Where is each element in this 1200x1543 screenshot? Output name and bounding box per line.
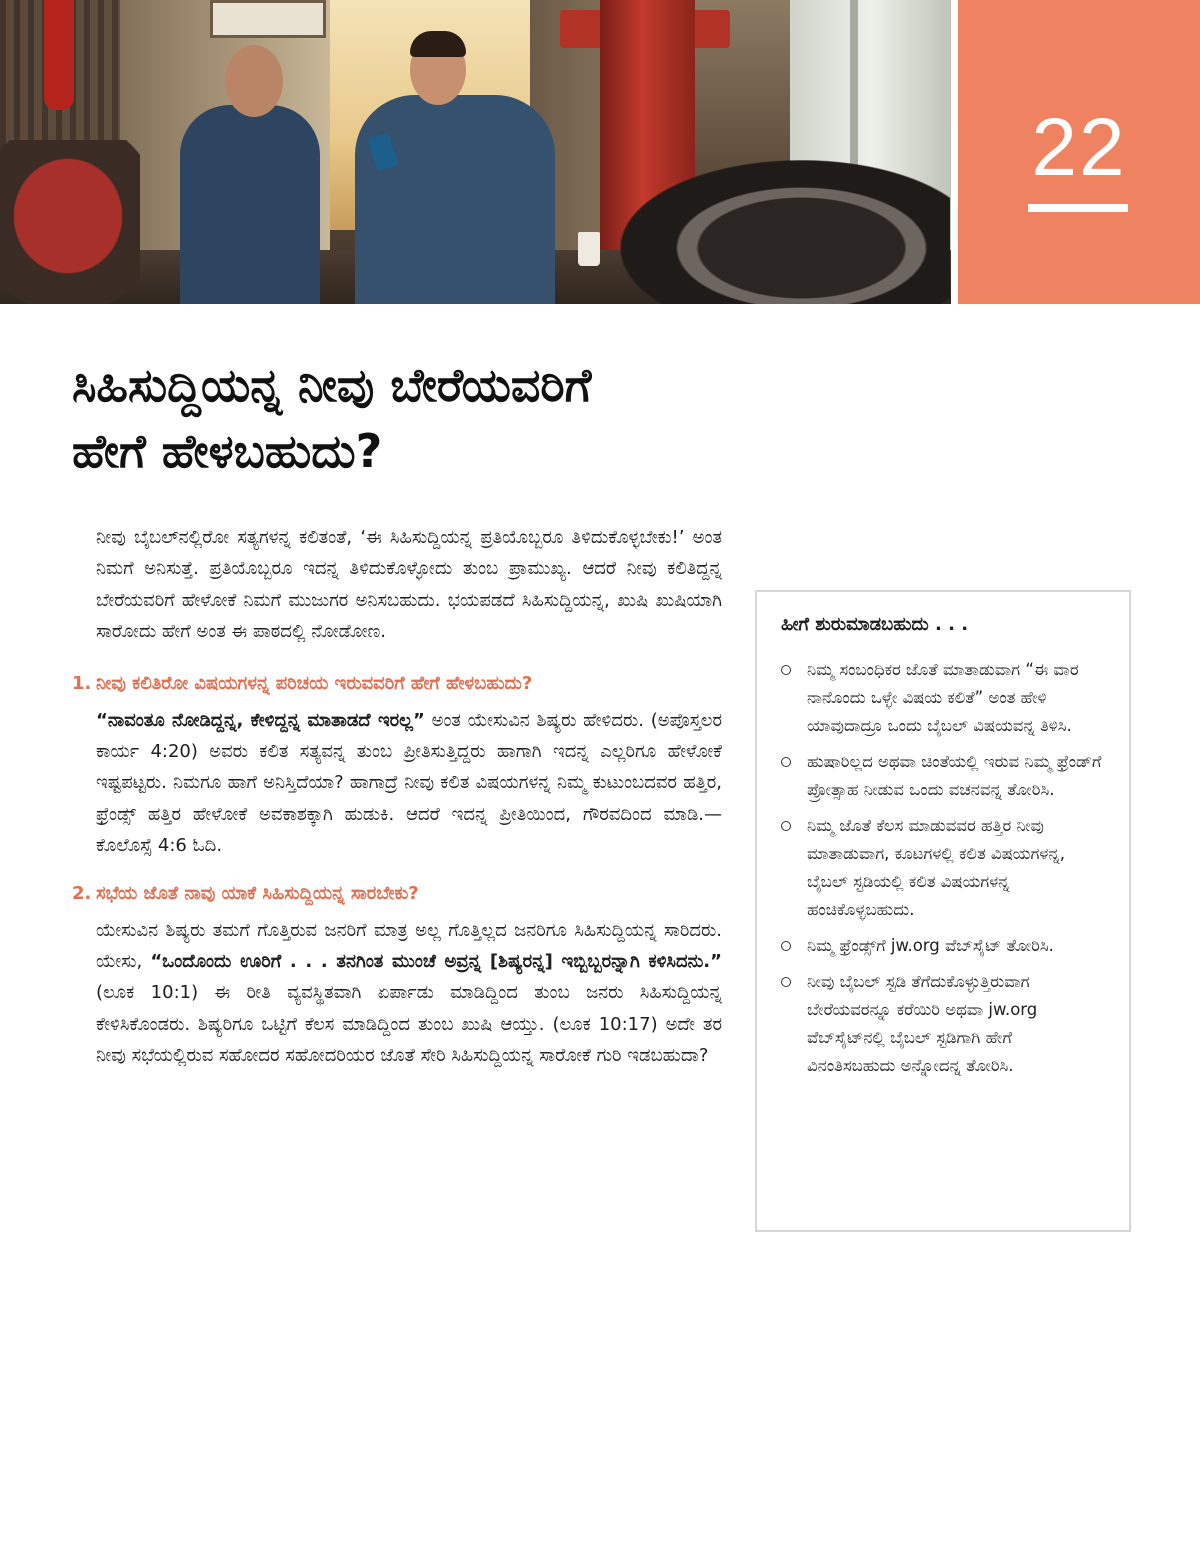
tip-text: ನೀವು ಬೈಬಲ್ ಸ್ಟಡಿ ತೆಗೆದುಕೊಳ್ಳುತ್ತಿರುವಾಗ ಬೇರೆಯವರನ್ನೂ ಕರೆಯಿರಿ ಅಥವಾ jw.org ವೆಬ್‌ಸೈಟ್‌ನಲ್ಲಿ ಬೈಬಲ್ ಸ್ಟಡಿಗಾಗಿ ಹೇಗೆ ವಿನಂತಿಸಬಹುದು ಅನ್ನೋದನ್ನ ತೋರಿಸಿ. bbox=[807, 972, 1038, 1075]
title-line-1: ಸಿಹಿಸುದ್ದಿಯನ್ನ ನೀವು ಬೇರೆಯವರಿಗೆ bbox=[72, 358, 592, 412]
list-item bbox=[781, 932, 1105, 960]
tip-text: ನಿಮ್ಮ ಸಂಬಂಧಿಕರ ಜೊತೆ ಮಾತಾಡುವಾಗ “ಈ ವಾರ ನಾನೊಂದು ಒಳ್ಳೇ ವಿಷಯ ಕಲಿತೆ” ಅಂತ ಹೇಳಿ ಯಾವುದಾದ್ರೂ ಒಂದು ಬೈಬಲ್ ವಿಷಯವನ್ನ ತಿಳಿಸಿ. bbox=[807, 660, 1079, 735]
intro-paragraph: ನೀವು ಬೈಬಲ್‌ನಲ್ಲಿರೋ ಸತ್ಯಗಳನ್ನ ಕಲಿತಂತೆ, ‘ಈ ಸಿಹಿಸುದ್ದಿಯನ್ನ ಪ್ರತಿಯೊಬ್ಬರೂ ತಿಳಿದುಕೊಳ್ಳಬೇಕು!’ ಅಂತ ನಿಮಗೆ ಅನಿಸುತ್ತೆ. ಪ್ರತಿಯೊಬ್ಬರೂ ಇದನ್ನ ತಿಳಿದುಕೊಳ್ಳೋದು ತುಂಬ ಪ್ರಾಮುಖ್ಯ. ಆದರೆ ನೀವು ಕಲಿತಿದ್ದನ್ನ ಬೇರೆಯವರಿಗೆ ಹೇಳೋಕೆ ನಿಮಗೆ ಮುಜುಗರ ಅನಿಸಬಹುದು. ಭಯಪಡದೆ ಸಿಹಿಸುದ್ದಿಯನ್ನ, ಖುಷಿ ಖುಷಿಯಾಗಿ ಸಾರೋದು ಹೇಗೆ ಅಂತ ಈ ಪಾಠದಲ್ಲಿ ನೋಡೋಣ. bbox=[96, 527, 722, 643]
tip-text: ಹುಷಾರಿಲ್ಲದ ಅಥವಾ ಚಿಂತೆಯಲ್ಲಿ ಇರುವ ನಿಮ್ಮ ಫ್ರೆಂಡ್‌ಗೆ ಪ್ರೋತ್ಸಾಹ ನೀಡುವ ಒಂದು ವಚನವನ್ನ ತೋರಿಸಿ. bbox=[807, 752, 1102, 799]
section-1-number: 1. bbox=[72, 672, 92, 694]
section-2-heading-text: ಸಭೆಯ ಜೊತೆ ನಾವು ಯಾಕೆ ಸಿಹಿಸುದ್ದಿಯನ್ನ ಸಾರಬೇಕು? bbox=[96, 882, 419, 904]
list-item bbox=[781, 656, 1105, 740]
sidebar-title: ಹೀಗೆ ಶುರುಮಾಡಬಹುದು . . . bbox=[781, 614, 969, 635]
wall-sign bbox=[210, 0, 326, 38]
motorcycle-right bbox=[620, 160, 950, 304]
list-item bbox=[781, 968, 1105, 1080]
circle-bullet-icon bbox=[781, 757, 791, 767]
fire-extinguisher bbox=[44, 0, 74, 110]
tips-sidebar bbox=[755, 590, 1131, 1232]
section-2-quote: “ಒಂದೊಂದು ಊರಿಗೆ . . . ತನಗಿಂತ ಮುಂಚೆ ಅವ್ರನ್ನ [ಶಿಷ್ಯರನ್ನ] ಇಬ್ಬಿಬ್ಬರನ್ನಾಗಿ ಕಳಿಸಿದನು.” bbox=[150, 951, 722, 973]
section-2-heading bbox=[72, 878, 722, 909]
chapter-underline bbox=[1028, 204, 1128, 212]
circle-bullet-icon bbox=[781, 977, 791, 987]
circle-bullet-icon bbox=[781, 821, 791, 831]
motorcycle-left bbox=[0, 140, 140, 304]
title-line-2: ಹೇಗೆ ಹೇಳಬಹುದು? bbox=[72, 424, 383, 478]
section-1-heading bbox=[72, 668, 722, 699]
section-1-heading-text: ನೀವು ಕಲಿತಿರೋ ವಿಷಯಗಳನ್ನ ಪರಿಚಯ ಇರುವವರಿಗೆ ಹೇಗೆ ಹೇಳಬಹುದು? bbox=[96, 672, 533, 694]
section-1-quote: “ನಾವಂತೂ ನೋಡಿದ್ದನ್ನ, ಕೇಳಿದ್ದನ್ನ ಮಾತಾಡದೆ ಇರಲ್ಲ” bbox=[96, 709, 425, 731]
section-2-body-end: (ಲೂಕ 10:1) ಈ ರೀತಿ ವ್ಯವಸ್ಥಿತವಾಗಿ ಏರ್ಪಾಡು ಮಾಡಿದ್ದಿಂದ ತುಂಬ ಜನರು ಸಿಹಿಸುದ್ದಿಯನ್ನ ಕೇಳಿಸಿಕೊಂಡರು. ಶಿಷ್ಯರಿಗೂ ಒಟ್ಟಿಗೆ ಕೆಲಸ ಮಾಡಿದ್ದಿಂದ ತುಂಬ ಖುಷಿ ಆಯ್ತು. (ಲೂಕ 10:17) ಅದೇ ತರ ನೀವು ಸಭೆಯಲ್ಲಿರುವ ಸಹೋದರ ಸಹೋದರಿಯರ ಜೊತೆ ಸೇರಿ ಸಿಹಿಸುದ್ದಿಯನ್ನ ಸಾರೋಕೆ ಗುರಿ ಇಡಬಹುದಾ? bbox=[96, 982, 722, 1067]
younger-man bbox=[355, 35, 555, 304]
older-man bbox=[180, 45, 320, 304]
circle-bullet-icon bbox=[781, 941, 791, 951]
page-title bbox=[72, 352, 972, 484]
section-2-number: 2. bbox=[72, 882, 92, 904]
main-column bbox=[72, 522, 722, 1072]
list-item bbox=[781, 748, 1105, 804]
section-2-body-start: ಯೇಸುವಿನ ಶಿಷ್ಯರು ತಮಗೆ ಗೊತ್ತಿರುವ ಜನರಿಗೆ ಮಾತ್ರ ಅಲ್ಲ ಗೊತ್ತಿಲ್ಲದ ಜನರಿಗೂ ಸಿಹಿಸುದ್ದಿಯನ್ನ ಸಾರಿದರು. ಯೇಸು, bbox=[96, 919, 722, 973]
section-1-body: ಅಂತ ಯೇಸುವಿನ ಶಿಷ್ಯರು ಹೇಳಿದರು. (ಅಪೊಸ್ತಲರ ಕಾರ್ಯ 4:20) ಅವರು ಕಲಿತ ಸತ್ಯವನ್ನ ತುಂಬ ಪ್ರೀತಿಸುತ್ತಿದ್ದರು ಹಾಗಾಗಿ ಇದನ್ನ ಎಲ್ಲರಿಗೂ ಹೇಳೋಕೆ ಇಷ್ಟಪಟ್ಟರು. ನಿಮಗೂ ಹಾಗೆ ಅನಿಸ್ತಿದೆಯಾ? ಹಾಗಾದ್ರೆ ನೀವು ಕಲಿತ ವಿಷಯಗಳನ್ನ ನಿಮ್ಮ ಕುಟುಂಬದವರ ಹತ್ತಿರ, ಫ್ರೆಂಡ್ಸ್ ಹತ್ತಿರ ಹೇಳೋಕೆ ಅವಕಾಶಕ್ಕಾಗಿ ಹುಡುಕಿ. ಆದರೆ ಇದನ್ನ ಪ್ರೀತಿಯಿಂದ, ಗೌರವದಿಂದ ಮಾಡಿ.—ಕೊಲೊಸ್ಸೆ 4:6 ಓದಿ. bbox=[96, 709, 722, 857]
coffee-cup bbox=[578, 232, 600, 266]
header-photo bbox=[0, 0, 951, 304]
tips-list bbox=[781, 656, 1105, 1080]
chapter-number: 22 bbox=[1031, 102, 1127, 193]
section-1-paragraph bbox=[72, 705, 722, 862]
circle-bullet-icon bbox=[781, 665, 791, 675]
chapter-block bbox=[958, 0, 1200, 304]
tip-text: ನಿಮ್ಮ ಜೊತೆ ಕೆಲಸ ಮಾಡುವವರ ಹತ್ತಿರ ನೀವು ಮಾತಾಡುವಾಗ, ಕೂಟಗಳಲ್ಲಿ ಕಲಿತ ವಿಷಯಗಳನ್ನ, ಬೈಬಲ್ ಸ್ಟಡಿಯಲ್ಲಿ ಕಲಿತ ವಿಷಯಗಳನ್ನ ಹಂಚಿಕೊಳ್ಳಬಹುದು. bbox=[807, 816, 1065, 919]
section-2-paragraph bbox=[72, 915, 722, 1072]
tip-text: ನಿಮ್ಮ ಫ್ರೆಂಡ್ಸ್‌ಗೆ jw.org ವೆಬ್‌ಸೈಟ್ ತೋರಿಸಿ. bbox=[807, 936, 1054, 955]
list-item bbox=[781, 812, 1105, 924]
